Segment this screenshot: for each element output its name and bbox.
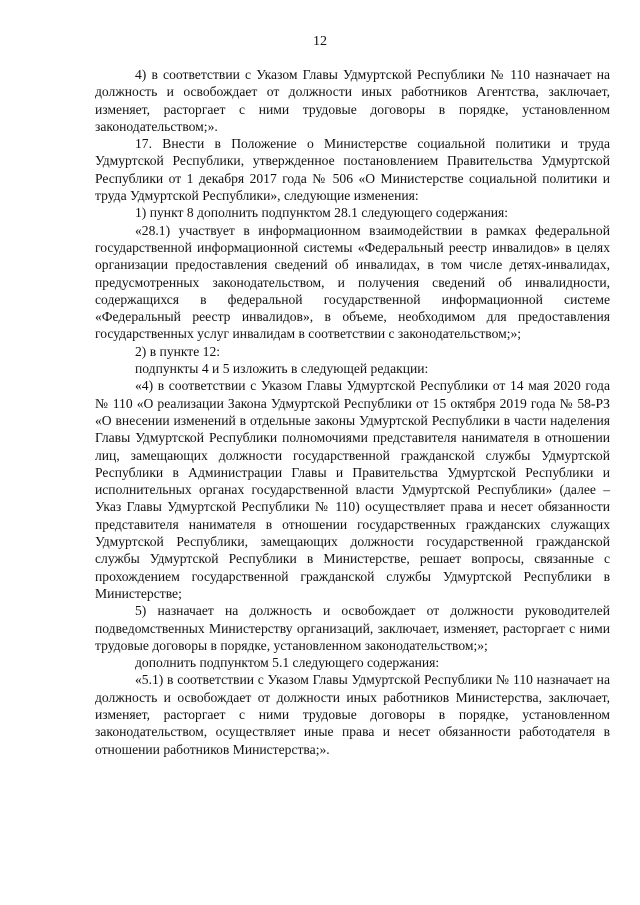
paragraph-section-17: 17. Внести в Положение о Министерстве социальной политики и труда Удмуртской Республики, утвержденное постановлением Правительства Удмуртской Республики от 1 декабря 2017 года № 506 «О Министерстве социальной политики и труда Удмуртской Республики», следующие изменения: xyxy=(95,136,610,204)
page-number: 12 xyxy=(313,34,327,49)
paragraph-subpoint-5-1: «5.1) в соответствии с Указом Главы Удмуртской Республики № 110 назначает на должность и освобождает от должности иных работников Министерства, заключает, изменяет, расторгает с ними трудовые договоры в порядке, установленном законодательством, осуществляет иные права и несет обязанности работодателя в отношении работников Министерства;». xyxy=(95,672,610,757)
paragraph-point-1: 1) пункт 8 дополнить подпунктом 28.1 следующего содержания: xyxy=(135,205,509,221)
paragraph-subpoint-5: 5) назначает на должность и освобождает от должности руководителей подведомственных Министерству организаций, заключает, изменяет, расторгает с ними трудовые договоры в порядке, установленном законодательством;»; xyxy=(95,603,610,653)
paragraph-point-2: 2) в пункте 12: xyxy=(135,343,221,359)
paragraph-subpoint-28-1: «28.1) участвует в информационном взаимодействии в рамках федеральной государственной информационной системы «Федеральный реестр инвалидов» в целях организации предоставления сведений об инвалидах, в том числе детях-инвалидах, предусмотренных законодательством, и получения сведений об инвалидности, содержащихся в федеральной государственной информационной системе «Федеральный реестр инвалидов», в объеме, необходимом для предоставления государственных услуг инвалидам в соответствии с законодательством;»; xyxy=(95,222,610,342)
paragraph-subpoint-4: «4) в соответствии с Указом Главы Удмуртской Республики от 14 мая 2020 года № 110 «О реализации Закона Удмуртской Республики от 15 октября 2019 года № 58-РЗ «О внесении изменений в отдельные законы Удмуртской Республики в части наделения Главы Удмуртской Республики полномочиями представителя нанимателя в отношении лиц, замещающих должности государственной гражданской службы Удмуртской Республики в Администрации Главы и Правительства Удмуртской Республики и исполнительных органах государственной власти Удмуртской Республики» (далее – Указ Главы Удмуртской Республики № 110) осуществляет права и несет обязанности представителя нанимателя в отношении государственных гражданских служащих Удмуртской Республики, замещающих должности государственной гражданской службы Удмуртской Республики в Министерстве, решает вопросы, связанные с прохождением государственной гражданской службы Удмуртской Республики в Министерстве; xyxy=(95,378,610,601)
paragraph-subpoints-4-5: подпункты 4 и 5 изложить в следующей редакции: xyxy=(135,361,429,377)
paragraph-add-subpoint-5-1: дополнить подпунктом 5.1 следующего содержания: xyxy=(135,655,440,671)
document-body xyxy=(95,66,610,758)
paragraph-item-4-agency: 4) в соответствии с Указом Главы Удмуртской Республики № 110 назначает на должность и освобождает от должности иных работников Агентства, заключает, изменяет, расторгает с ними трудовые договоры в порядке, установленном законодательством;». xyxy=(95,67,610,134)
